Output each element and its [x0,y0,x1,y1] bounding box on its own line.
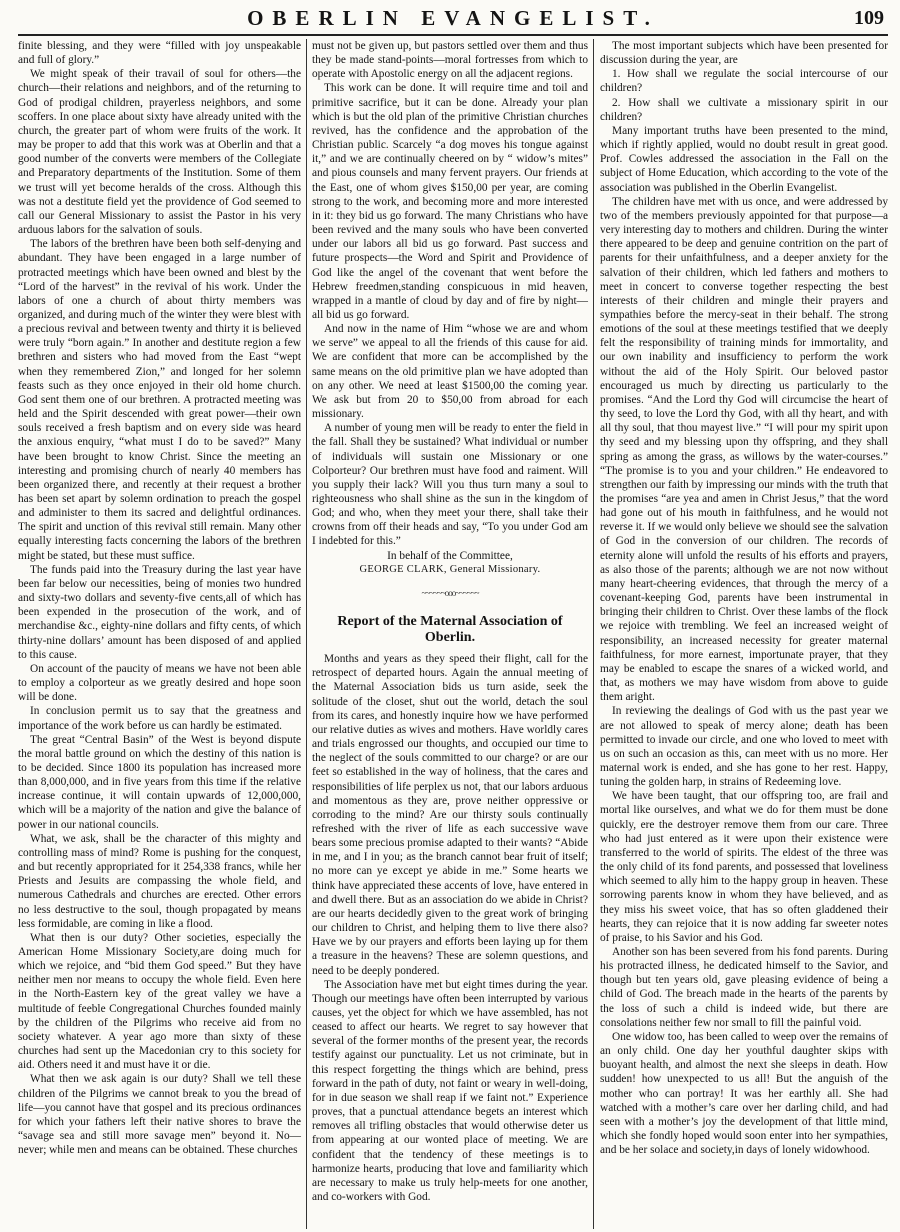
section-ornament: ~~~~~~ooo~~~~~~ [421,587,479,598]
paragraph: In reviewing the dealings of God with us the past year we are not allowed to speak of mercy alone; death has been permitted to invade our circle, and one who loved to meet with us on such an occasion as this, can meet with us no more. Her maternal work is ended, and she has gone to her rest. Happy, tuning the golden harp, in strains of Redeeming love. [600,705,888,789]
paragraph: And now in the name of Him “whose we are and whom we serve” we appeal to all the friends of this cause for aid. We are confident that more can be accomplished by the same means on the old primitive plan we have adopted than on any other. We need at least $1500,00 the coming year. We ask but from 20 to $50,00 from abroad for each missionary. [312,323,588,421]
paragraph: On account of the paucity of means we have not been able to employ a colporteur as we greatly desired and hope soon will be done. [18,662,301,704]
paragraph: In conclusion permit us to say that the greatness and importance of the work before us can hardly be estimated. [18,705,301,732]
paragraph: must not be given up, but pastors settled over them and thus they be made stand-points—moral fortresses from which to operate with Apostolic energy on all the adjacent regions. [312,40,588,81]
list-item: 1. How shall we regulate the social intercourse of our children? [600,68,888,95]
paragraph: Months and years as they speed their flight, call for the retrospect of departed hours. Again the annual meeting of the Maternal Association bids us turn aside, seek the solitude of the closet, shut out the world, detach the soul from its cares, and honestly inquire how we have performed our relative duties as wives and mothers. Have worldly cares and trials engrossed our thoughts, and occupied our time to the neglect of the souls committed to our charge? or are our feet so established in the way of holiness, that the cares and responsibilities of life perplex us not, that our labors arduous and momentous as they are, prove neither oppressive or corroding to the mind? Are our thirsty souls continually refreshed with the river of life as each successive wave bears some precious promise adapted to their wants? “Abide in me, and I in you; as the branch cannot bear fruit of itself; no more can ye except ye abide in me.” Some hearts we think have appreciated these accents of love, have entered in and dwell there. But as an association do we abide in Christ? are our hearts decidedly given to the great work of bringing our children to Christ, and helping them to live there also? Have we by our prayers and efforts been laying up for them a treasure in the heavens? These are solemn questions, and need to be deeply pondered. [312,653,588,977]
page-number: 109 [854,7,884,29]
signature-line: In behalf of the Committee, [387,549,513,562]
paragraph: The great “Central Basin” of the West is beyond dispute the moral battle ground on which the destiny of this nation is to be decided. Since 1800 its population has increased more than 8,000,000, and in five years from this time if the relative increase continue, it will contain upwards of 12,000,000, which will be a majority of the nation and give the balance of power in our national councils. [18,733,301,831]
paragraph: The most important subjects which have been presented for discussion during the year, are [600,40,888,67]
paragraph: The labors of the brethren have been both self-denying and abundant. They have been engaged in a large number of protracted meetings which have been owned and blest by the “Lord of the harvest” in the revival of his work. Under the labors of one a church of about thirty members was organized, and during much of the winter they were blest with a precious revival and between twenty and thirty it is believed were truly “born again.” In another and destitute region a few brethren and sisters who had moved from the East “wept when they remembered Zion,” and longed for her solemn feasts such as they once enjoyed in their old home church. God sent them one of our brethren. A protracted meeting was held and the Spirit descended with great power—their own souls received a fresh baptism and on every side was heard the anxious enquiry, “what must I do to be saved?” Many have been brought to know Christ. Since the meeting an interesting and promising church of nearly 40 members has been organized there, and recently at their request a brother has been set apart by solemn ordination to preach the gospel and administer to them its sacred and delightful ordinances. The spirit and unction of this revival still remain. Many other equally interesting facts concerning the labors of the brethren might be stated, but these must suffice. [18,238,301,562]
column-2 [306,39,593,1229]
article-title: Report of the Maternal Association of Oberlin. [337,614,563,646]
paragraph: Another son has been severed from his fond parents. During his protracted illness, he dedicated himself to the Savior, and though but ten years old, gave pleasing evidence of being a child of God. The breach made in the hearts of the parents by the loss of such a child is indeed wide, but there are consolations neither few nor small to fill the painful void. [600,946,888,1029]
text-columns [18,39,888,1229]
paragraph: The Association have met but eight times during the year. Though our meetings have often been interrupted by various causes, yet the object for which we have assembled, has not ceased to affect our hearts. We regret to say however that several of the former months of the present year, the records testify against our punctuality. Let us not criminate, but in this respect forgetting the things which are behind, press forward in the path of duty, not faint or weary in well-doing, for in due season we shall reap if we faint not.” Experience proves, that a punctual attendance begets an interest which removes all trifling obstacles that would otherwise deter us from appearing at our wonted place of meeting. We are confident that the tendency of these meetings is to harmonize hearts, producing that love and familiarity which are necessary to make us truly help-meets for one another, and co-workers with God. [312,978,588,1204]
paragraph: What then is our duty? Other societies, especially the American Home Missionary Society,are doing much for which we rejoice, and “bid them God speed.” But they have neither men nor means to occupy the whole field. Even here in the North-Eastern key of the great valley we have a multitude of feeble Congregational Churches founded mainly by the children of the Pilgrims who receive aid from no society whatever. A year ago more than sixty of these churches had sent up the Macedonian cry to this society for aid. Others need it and must have it or die. [18,931,301,1072]
publication-title: OBERLIN EVANGELIST. [247,6,659,30]
paragraph: We might speak of their travail of soul for others—the church—their relations and neighbors, and of the returning to God of prodigal children, prayerless neighbors, and some scoffers. In one place about sixty have already united with the church, the greater part of whom were fruits of the work. It may be proper to add that this work was at Oberlin and that a good number of the converts were members of the Collegiate and Preparatory departments of the Institution. Some of them we trust will yet become heralds of the cross. Although this was not a destitute field yet the providence of God seemed to call our General Missionary to assist the Pastor in his very arduous labors for the salvation of souls. [18,68,301,237]
masthead [18,0,888,36]
paragraph: We have been taught, that our offspring too, are frail and mortal like ourselves, and what we do for them must be done quickly, ere the destroyer remove them from our care. Three who had just entered as it were upon their existence were transferred to the world of spirits. The eldest of the three was the only child of its fond parents, and possessed that loveliness which seemed to ally him to the happy group in heaven. These sorrowing parents know in whom they have believed, and as they miss his sweet voice, that has so often gladdened their hearts, they can rejoice that it is now adding far sweeter notes of praise, to his Savior and his God. [600,790,888,944]
paragraph: What then we ask again is our duty? Shall we tell these children of the Pilgrims we cannot break to you the bread of life—you cannot have that gospel and its precious ordinances for which your fathers left their native shores to brave the “savage sea and still more savage men” beyond it. No—never; while men and means can be obtained. These churches [18,1073,301,1157]
column-1 [18,39,306,1229]
paragraph: finite blessing, and they were “filled with joy unspeakable and full of glory.” [18,40,301,67]
signature-name: GEORGE CLARK, General Missionary. [359,563,541,575]
paragraph: This work can be done. It will require time and toil and primitive sacrifice, but it can be done. Already your plan which is but the old plan of the primitive Christian churches revived, has the confidence and the approbation of the Christian public. Scarcely “a dog moves his tongue against it,” and we are continually cheered on by “ widow’s mites” and pious counsels and many fervent prayers. Our friends at the East, one of whom gives $150,00 per year, are coming strong to the work, and becoming more and more interested in it: they bid us go forward. The many Christians who have been revived and the many souls who have been converted under our labors all bid us go forward. Past success and future prospects—the Word and Spirit and Providence of God like the angel of the covenant that went before the Hebrew freedmen,standing conspicuous in mid heaven, wrapped in a mantle of cloud by day and of fire by night—all bid us go forward. [312,82,588,321]
paragraph: The children have met with us once, and were addressed by two of the members previously appointed for that purpose—a very interesting day to mothers and children. During the winter there appeared to be deep and genuine contrition on the part of parents for their unfaithfulness, and a deeper anxiety for the salvation of their children, which led fathers and mothers to meet in concert to converse together respecting the best interests of their children and mingle their prayers and sympathies before the mercy-seat in their behalf. The strong emotions of the soul at these meetings testified that we deeply felt the responsibility of training minds for immortality, and our own inability and insufficiency to perform the work without the aid of the Holy Spirit. Our beloved pastor encouraged us much by directing us particularly to the promises. “And the Lord thy God will circumcise the heart of thy seed, to love the Lord thy God, with all thy heart, and with all thy soul, that thou mayest live.” “I will pour my spirit upon thy seed and my blessing upon thy offspring, and they shall spring as among the grass, as willows by the water-courses.” “The promise is to you and your children.” He endeavored to strengthen our faith by impressing our minds with the truth that the promises “are yea and amen in Christ Jesus,” that the word had gone out of his mouth in faithfulness, and he would not reverse it. If we would only believe we should see the salvation of God in the conversion of our children. The records of eternity alone will unfold the results of his efforts and prayers, as also those of the parents; although we are not now without many heart-cheering evidences, that through the mercy of a covenant-keeping God, parents have been instrumental in bringing their children to Christ. Over these lambs of the flock we rejoice with trembling. We feel an increased weight of responsibility, an increased necessity for greater maternal faithfulness, for more earnest, importunate prayer, that they may be enabled to escape the snares of a wicked world, and that, as mothers we may have wisdom from above to guide them aright. [600,195,888,704]
paragraph: What, we ask, shall be the character of this mighty and controlling mass of mind? Rome is pushing for the conquest, and but recently appropriated for it 254,338 francs, while her Priests and Jesuits are compassing the whole field, and numerous Cathedrals and churches are erected. Other errors no less destructive to the soul, though propagated by means less formidable, are coming in like a flood. [18,832,301,930]
list-item: 2. How shall we cultivate a missionary spirit in our children? [600,96,888,123]
paragraph: The funds paid into the Treasury during the last year have been far below our necessities, being of monies two hundred and sixty-two dollars and seventy-five cents,all of which has been expended in the prosecution of the work, and of merchandise &c., eighty-nine dollars and fifty cents, of which thirty-nine dollars’ amount has been disposed of and applied to this cause. [18,563,301,661]
paragraph: A number of young men will be ready to enter the field in the fall. Shall they be sustained? What individual or number of individuals will sustain one Missionary or one Colporteur? Our brethren must have food and raiment. Will you supply their lack? Will you thus turn many a soul to righteousness who shall shine as the sun in the kingdom of God; and who, when they meet your there, shall take their crowns from off their heads and say, “To you under God am I indebted for this.” [312,422,588,548]
paragraph: One widow too, has been called to weep over the remains of an only child. One day her youthful daughter skips with buoyant health, and almost the next she sleeps in death. How sudden! how unexpected to us all! But the anguish of the mother who can portray! It was her earthly all. She had watched with a mother’s care over her darling child, and had seen with a mother’s joy the development of that little mind, which she fondly hoped would soon enter into her sympathies, and be her solace and society,in days of lonely widowhood. [600,1030,888,1157]
column-3 [593,39,888,1229]
paragraph: Many important truths have been presented to the mind, which if rightly applied, would no doubt result in great good. Prof. Cowles addressed the association in the Fall on the subject of Home Education, which according to the vote of the association was published in the Oberlin Evangelist. [600,124,888,194]
